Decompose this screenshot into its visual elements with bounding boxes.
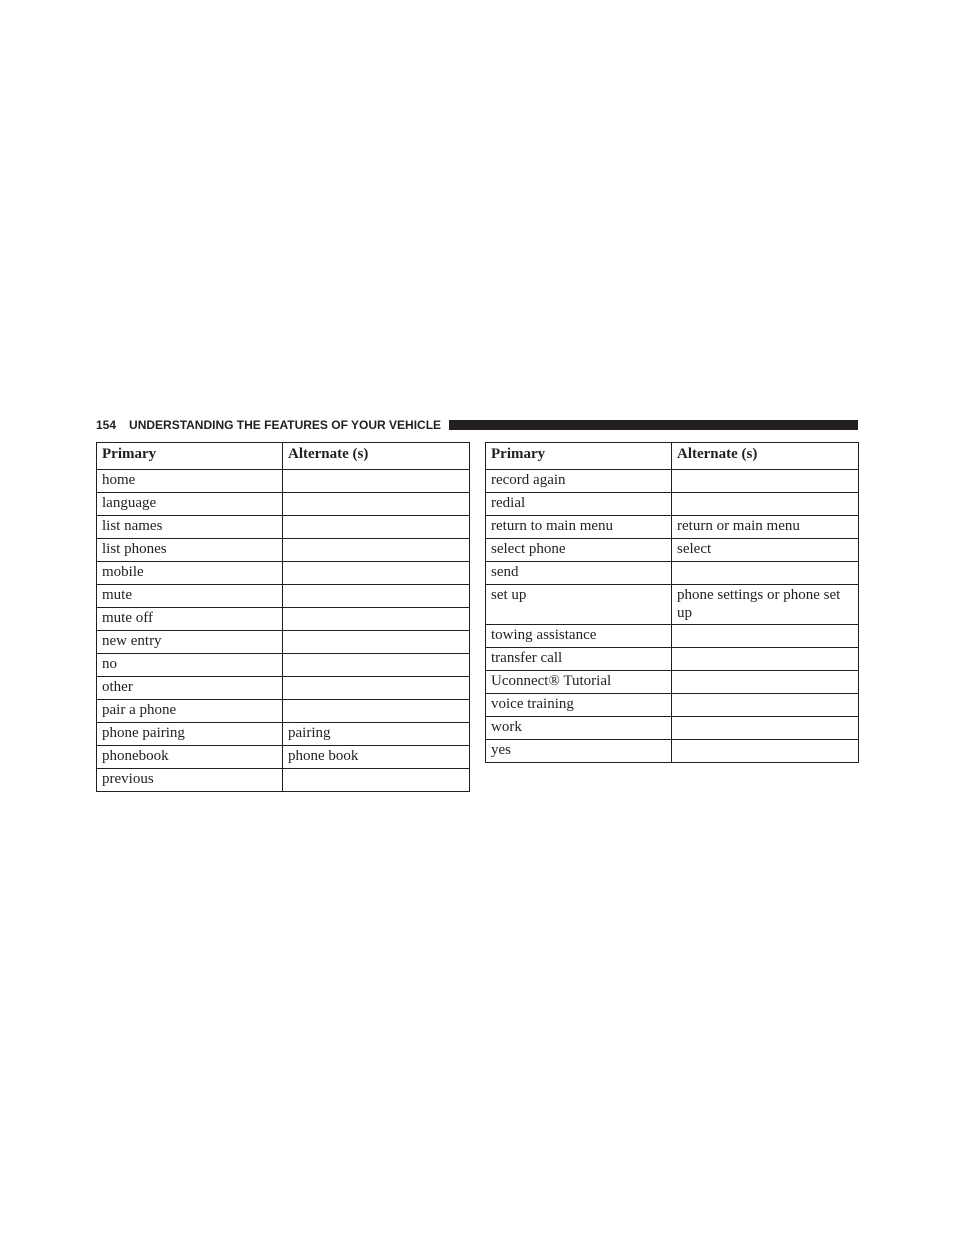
cell-primary-command: set up bbox=[486, 585, 672, 625]
table-row bbox=[97, 631, 470, 654]
cell-alternate-command bbox=[283, 677, 470, 700]
cell-primary-command: phonebook bbox=[97, 746, 283, 769]
table-row bbox=[97, 746, 470, 769]
table-row bbox=[97, 516, 470, 539]
cell-primary-command: return to main menu bbox=[486, 516, 672, 539]
cell-primary-command: phone pairing bbox=[97, 723, 283, 746]
cell-primary-command: no bbox=[97, 654, 283, 677]
cell-primary-command: redial bbox=[486, 493, 672, 516]
cell-primary-command: pair a phone bbox=[97, 700, 283, 723]
cell-primary-command: yes bbox=[486, 740, 672, 763]
table-row bbox=[97, 769, 470, 792]
cell-primary-command: mute off bbox=[97, 608, 283, 631]
table-row bbox=[486, 671, 859, 694]
table-row bbox=[97, 562, 470, 585]
table-row bbox=[486, 625, 859, 648]
cell-alternate-command bbox=[283, 631, 470, 654]
table-row bbox=[97, 539, 470, 562]
cell-alternate-command bbox=[283, 493, 470, 516]
cell-primary-command: home bbox=[97, 470, 283, 493]
table-row bbox=[97, 677, 470, 700]
cell-primary-command: new entry bbox=[97, 631, 283, 654]
cell-alternate-command bbox=[672, 694, 859, 717]
table-row bbox=[97, 470, 470, 493]
cell-alternate-command bbox=[283, 562, 470, 585]
cell-alternate-command bbox=[283, 654, 470, 677]
cell-alternate-command bbox=[672, 717, 859, 740]
page-number: 154 bbox=[96, 418, 117, 432]
table-row bbox=[97, 585, 470, 608]
cell-alternate-command bbox=[672, 470, 859, 493]
page-header bbox=[96, 418, 858, 432]
table-row bbox=[486, 516, 859, 539]
cell-alternate-command: select bbox=[672, 539, 859, 562]
cell-alternate-command bbox=[672, 493, 859, 516]
table-header-row bbox=[486, 443, 859, 470]
cell-alternate-command: phone book bbox=[283, 746, 470, 769]
table-row bbox=[486, 740, 859, 763]
cell-primary-command: list names bbox=[97, 516, 283, 539]
cell-primary-command: mobile bbox=[97, 562, 283, 585]
cell-primary-command: work bbox=[486, 717, 672, 740]
cell-alternate-command bbox=[672, 740, 859, 763]
table-row bbox=[486, 717, 859, 740]
cell-alternate-command bbox=[283, 700, 470, 723]
cell-primary-command: previous bbox=[97, 769, 283, 792]
column-header-alternate: Alternate (s) bbox=[283, 443, 470, 470]
table-row bbox=[486, 562, 859, 585]
cell-alternate-command bbox=[283, 585, 470, 608]
column-header-primary: Primary bbox=[97, 443, 283, 470]
header-rule bbox=[449, 420, 858, 430]
section-title: UNDERSTANDING THE FEATURES OF YOUR VEHICLE bbox=[129, 418, 442, 432]
table-row bbox=[97, 700, 470, 723]
cell-primary-command: mute bbox=[97, 585, 283, 608]
cell-alternate-command: return or main menu bbox=[672, 516, 859, 539]
cell-primary-command: Uconnect® Tutorial bbox=[486, 671, 672, 694]
cell-primary-command: language bbox=[97, 493, 283, 516]
column-header-primary: Primary bbox=[486, 443, 672, 470]
cell-alternate-command bbox=[283, 608, 470, 631]
table-row bbox=[486, 694, 859, 717]
cell-primary-command: record again bbox=[486, 470, 672, 493]
table-row bbox=[486, 539, 859, 562]
cell-primary-command: list phones bbox=[97, 539, 283, 562]
table-row bbox=[97, 723, 470, 746]
table-row bbox=[97, 654, 470, 677]
table-row bbox=[486, 585, 859, 625]
cell-alternate-command bbox=[283, 539, 470, 562]
cell-primary-command: other bbox=[97, 677, 283, 700]
cell-primary-command: voice training bbox=[486, 694, 672, 717]
cell-alternate-command: pairing bbox=[283, 723, 470, 746]
cell-alternate-command bbox=[283, 470, 470, 493]
cell-alternate-command bbox=[672, 562, 859, 585]
cell-alternate-command: phone settings or phone set up bbox=[672, 585, 859, 625]
table-row bbox=[486, 470, 859, 493]
voice-commands-table-left bbox=[96, 442, 470, 792]
cell-alternate-command bbox=[672, 671, 859, 694]
table-row bbox=[97, 493, 470, 516]
cell-alternate-command bbox=[283, 516, 470, 539]
cell-primary-command: select phone bbox=[486, 539, 672, 562]
column-header-alternate: Alternate (s) bbox=[672, 443, 859, 470]
cell-primary-command: send bbox=[486, 562, 672, 585]
table-row bbox=[486, 648, 859, 671]
cell-alternate-command bbox=[672, 648, 859, 671]
voice-commands-table-right bbox=[485, 442, 859, 763]
table-row bbox=[97, 608, 470, 631]
cell-primary-command: transfer call bbox=[486, 648, 672, 671]
table-row bbox=[486, 493, 859, 516]
cell-alternate-command bbox=[283, 769, 470, 792]
cell-primary-command: towing assistance bbox=[486, 625, 672, 648]
cell-alternate-command bbox=[672, 625, 859, 648]
table-header-row bbox=[97, 443, 470, 470]
